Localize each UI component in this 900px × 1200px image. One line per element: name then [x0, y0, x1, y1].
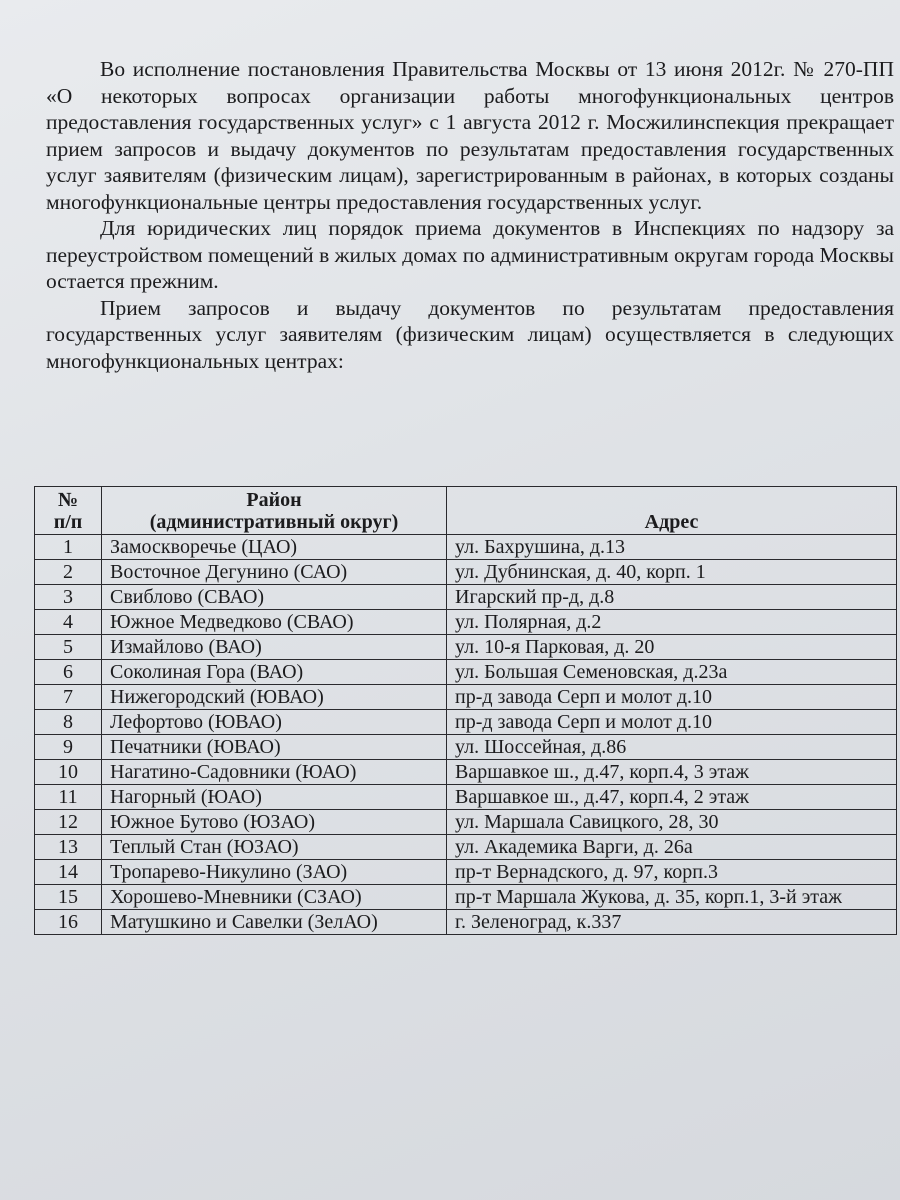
row-number-cell: 1	[35, 535, 102, 560]
row-number-cell: 5	[35, 635, 102, 660]
row-district-cell: Замоскворечье (ЦАО)	[102, 535, 447, 560]
row-address-cell: ул. Бахрушина, д.13	[447, 535, 897, 560]
table-row	[35, 660, 897, 685]
row-district-cell: Южное Медведково (СВАО)	[102, 610, 447, 635]
row-number-cell: 9	[35, 735, 102, 760]
row-district-cell: Хорошево-Мневники (СЗАО)	[102, 885, 447, 910]
table-row	[35, 610, 897, 635]
row-address-cell: ул. Маршала Савицкого, 28, 30	[447, 810, 897, 835]
row-district-cell: Нагорный (ЮАО)	[102, 785, 447, 810]
row-address-cell: пр-т Маршала Жукова, д. 35, корп.1, 3-й этаж	[447, 885, 897, 910]
row-address-cell: ул. Академика Варги, д. 26а	[447, 835, 897, 860]
table-row	[35, 710, 897, 735]
row-number-cell: 11	[35, 785, 102, 810]
table-header-row	[35, 487, 897, 535]
row-number-cell: 10	[35, 760, 102, 785]
row-address-cell: ул. Большая Семеновская, д.23а	[447, 660, 897, 685]
row-number-cell: 12	[35, 810, 102, 835]
table-row	[35, 835, 897, 860]
table-body	[35, 535, 897, 935]
header-number-line1: №	[57, 489, 79, 511]
centers-table	[34, 486, 897, 935]
table-row	[35, 885, 897, 910]
row-number-cell: 14	[35, 860, 102, 885]
row-address-cell: пр-д завода Серп и молот д.10	[447, 710, 897, 735]
table-row	[35, 735, 897, 760]
document-body	[46, 56, 894, 374]
paragraph-decree: Во исполнение постановления Правительства Москвы от 13 июня 2012г. № 270-ПП «О некоторых вопросах организации работы многофункциональных центров предоставления государственных услуг» с 1 августа 2012 г. Мосжилинспекция прекращает прием запросов и выдачу документов по результатам предоставления государственных услуг заявителям (физическим лицам), зарегистрированным в районах, в которых созданы многофункциональные центры предоставления государственных услуг.	[46, 57, 894, 214]
header-address: Адрес	[447, 487, 897, 535]
row-number-cell: 6	[35, 660, 102, 685]
row-address-cell: Варшавкое ш., д.47, корп.4, 2 этаж	[447, 785, 897, 810]
row-address-cell: ул. 10-я Парковая, д. 20	[447, 635, 897, 660]
row-district-cell: Южное Бутово (ЮЗАО)	[102, 810, 447, 835]
row-address-cell: пр-т Вернадского, д. 97, корп.3	[447, 860, 897, 885]
row-district-cell: Лефортово (ЮВАО)	[102, 710, 447, 735]
row-district-cell: Нагатино-Садовники (ЮАО)	[102, 760, 447, 785]
row-address-cell: ул. Дубнинская, д. 40, корп. 1	[447, 560, 897, 585]
table-row	[35, 560, 897, 585]
row-district-cell: Тропарево-Никулино (ЗАО)	[102, 860, 447, 885]
row-number-cell: 2	[35, 560, 102, 585]
row-district-cell: Восточное Дегунино (САО)	[102, 560, 447, 585]
header-district	[102, 487, 447, 535]
table-row	[35, 785, 897, 810]
table-row	[35, 535, 897, 560]
table-row	[35, 910, 897, 935]
table-row	[35, 585, 897, 610]
row-address-cell: пр-д завода Серп и молот д.10	[447, 685, 897, 710]
paragraph-legal-entities: Для юридических лиц порядок приема документов в Инспекциях по надзору за переустройством помещений в жилых домах по административным округам города Москвы остается прежним.	[46, 216, 894, 293]
header-district-line1: Район	[246, 489, 302, 511]
row-number-cell: 4	[35, 610, 102, 635]
row-district-cell: Нижегородский (ЮВАО)	[102, 685, 447, 710]
row-address-cell: Игарский пр-д, д.8	[447, 585, 897, 610]
row-address-cell: г. Зеленоград, к.337	[447, 910, 897, 935]
row-address-cell: Варшавкое ш., д.47, корп.4, 3 этаж	[447, 760, 897, 785]
header-number-line2: п/п	[53, 511, 83, 533]
row-address-cell: ул. Шоссейная, д.86	[447, 735, 897, 760]
row-address-cell: ул. Полярная, д.2	[447, 610, 897, 635]
table-row	[35, 635, 897, 660]
table-row	[35, 860, 897, 885]
row-district-cell: Соколиная Гора (ВАО)	[102, 660, 447, 685]
table-row	[35, 685, 897, 710]
row-number-cell: 3	[35, 585, 102, 610]
row-number-cell: 13	[35, 835, 102, 860]
centers-table-container	[34, 486, 897, 935]
row-number-cell: 7	[35, 685, 102, 710]
header-number	[35, 487, 102, 535]
row-number-cell: 16	[35, 910, 102, 935]
row-district-cell: Печатники (ЮВАО)	[102, 735, 447, 760]
row-district-cell: Свиблово (СВАО)	[102, 585, 447, 610]
row-district-cell: Матушкино и Савелки (ЗелАО)	[102, 910, 447, 935]
table-row	[35, 760, 897, 785]
header-district-line2: (административный округ)	[149, 511, 399, 533]
row-number-cell: 8	[35, 710, 102, 735]
row-number-cell: 15	[35, 885, 102, 910]
paragraph-centers-intro: Прием запросов и выдачу документов по результатам предоставления государственных услуг заявителям (физическим лицам) осуществляется в следующих многофункциональных центрах:	[46, 295, 894, 373]
table-row	[35, 810, 897, 835]
row-district-cell: Теплый Стан (ЮЗАО)	[102, 835, 447, 860]
row-district-cell: Измайлово (ВАО)	[102, 635, 447, 660]
